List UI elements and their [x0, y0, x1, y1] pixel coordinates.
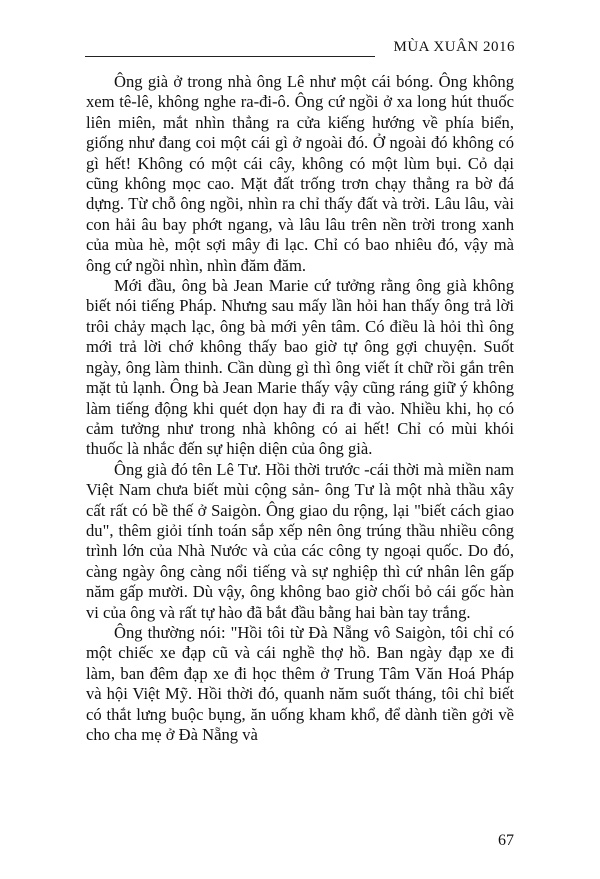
header-rule	[85, 56, 375, 57]
paragraph: Mới đầu, ông bà Jean Marie cứ tưởng rằng ông già không biết nói tiếng Pháp. Nhưng sau mấy lần hỏi han thấy ông trả lời trôi chảy mạch lạc, ông bà mới yên tâm. Có điều là hỏi thì ông mới trả lời chớ không thấy bao giờ tự ông gợi chuyện. Suốt ngày, ông làm thinh. Cần dùng gì thì ông viết ít chữ rồi gắn trên mặt tủ lạnh. Ông bà Jean Marie thấy vậy cũng ráng giữ ý không làm tiếng động khi quét dọn hay đi ra đi vào. Nhiều khi, họ có cảm tưởng như trong nhà không có ai hết! Chỉ có mùi khói thuốc là nhắc đến sự hiện diện của ông già.	[86, 276, 514, 459]
body-text	[86, 72, 514, 745]
header-title: MÙA XUÂN 2016	[393, 39, 515, 55]
paragraph: Ông già ở trong nhà ông Lê như một cái bóng. Ông không xem tê-lê, không nghe ra-đi-ô. Ông cứ ngồi ở xa long hút thuốc liên miên, mắt nhìn thẳng ra cửa kiếng hướng về phía biển, giống như đang coi một cái gì ở ngoài đó. Ở ngoài đó không có gì hết! Không có một cái cây, không có một lùm bụi. Cỏ dại cũng không mọc cao. Mặt đất trống trơn chạy thẳng ra bờ đá dựng. Từ chỗ ông ngồi, nhìn ra chỉ thấy đất và trời. Lâu lâu, vài con hải âu bay phớt ngang, và lâu lâu trên nền trời trong xanh của mùa hè, một sợi mây đi lạc. Chỉ có bao nhiêu đó, vậy mà ông cứ ngồi nhìn, nhìn đăm đăm.	[86, 72, 514, 275]
running-header	[85, 34, 515, 64]
paragraph: Ông già đó tên Lê Tư. Hồi thời trước -cái thời mà miền nam Việt Nam chưa biết mùi cộng sản- ông Tư là một nhà thầu xây cất rất có bề thế ở Saigòn. Ông giao du rộng, lại "biết cách giao du", thêm giỏi tính toán sắp xếp nên ông trúng thầu nhiều công trình lớn của Nhà Nước và của các công ty ngoại quốc. Do đó, càng ngày ông càng nổi tiếng và sự nghiệp thì cứ nhân lên gấp năm gấp mười. Dù vậy, ông không bao giờ chối bỏ cái gốc hàn vi của ông và rất tự hào đã bắt đầu bằng hai bàn tay trắng.	[86, 459, 514, 622]
paragraph: Ông thường nói: "Hồi tôi từ Đà Nẵng vô Saigòn, tôi chỉ có một chiếc xe đạp cũ và cái nghề thợ hồ. Ban ngày đạp xe đi làm, ban đêm đạp xe đi học thêm ở Trung Tâm Văn Hoá Pháp và hội Việt Mỹ. Hồi thời đó, quanh năm suốt tháng, tôi chỉ biết có thắt lưng buộc bụng, ăn uống kham khổ, để dành tiền gởi về cho cha mẹ ở Đà Nẵng và	[86, 622, 514, 744]
page-number: 67	[498, 832, 514, 849]
